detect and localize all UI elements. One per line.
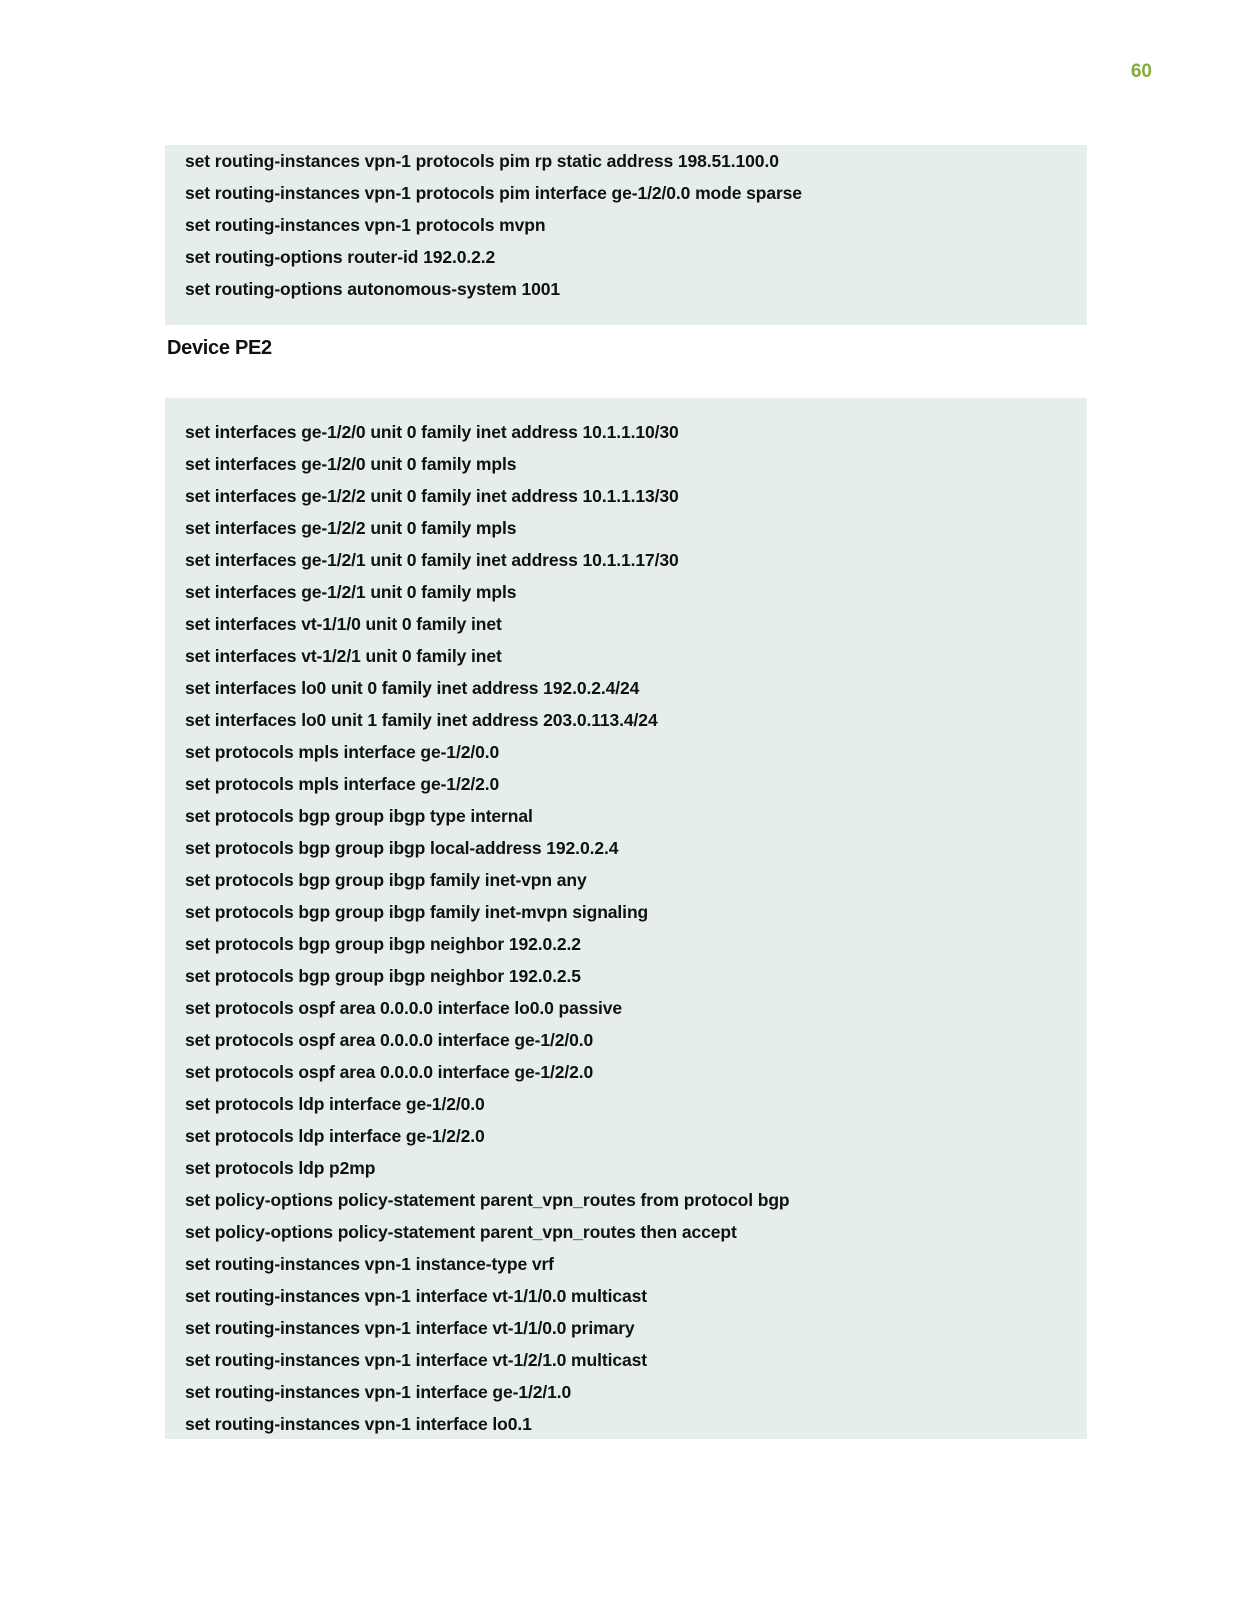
code-line: set interfaces ge-1/2/1 unit 0 family inet address 10.1.1.17/30 <box>185 550 679 570</box>
code-line: set interfaces ge-1/2/2 unit 0 family mpls <box>185 518 517 538</box>
code-block-device-pe2 <box>165 398 1087 1439</box>
code-line: set routing-instances vpn-1 interface vt-1/1/0.0 primary <box>185 1318 635 1338</box>
code-line: set interfaces vt-1/2/1 unit 0 family inet <box>185 646 502 666</box>
code-line: set protocols bgp group ibgp type internal <box>185 806 533 826</box>
code-line: set routing-instances vpn-1 protocols pim rp static address 198.51.100.0 <box>185 151 779 171</box>
code-line: set protocols ldp interface ge-1/2/0.0 <box>185 1094 485 1114</box>
code-line: set routing-instances vpn-1 interface lo0.1 <box>185 1414 532 1434</box>
code-line: set interfaces ge-1/2/0 unit 0 family inet address 10.1.1.10/30 <box>185 422 679 442</box>
code-line: set protocols bgp group ibgp family inet-vpn any <box>185 870 587 890</box>
code-line: set interfaces ge-1/2/0 unit 0 family mpls <box>185 454 517 474</box>
code-line: set protocols mpls interface ge-1/2/2.0 <box>185 774 500 794</box>
code-line: set policy-options policy-statement parent_vpn_routes then accept <box>185 1222 737 1242</box>
code-line: set protocols mpls interface ge-1/2/0.0 <box>185 742 500 762</box>
code-line: set routing-options autonomous-system 1001 <box>185 279 561 299</box>
code-line: set protocols bgp group ibgp neighbor 192.0.2.2 <box>185 934 581 954</box>
code-line: set interfaces lo0 unit 1 family inet address 203.0.113.4/24 <box>185 710 658 730</box>
code-line: set protocols bgp group ibgp local-address 192.0.2.4 <box>185 838 619 858</box>
page-number: 60 <box>1130 61 1152 82</box>
code-line: set routing-instances vpn-1 protocols mvpn <box>185 215 546 235</box>
code-line: set protocols ospf area 0.0.0.0 interface lo0.0 passive <box>185 998 623 1018</box>
code-line: set protocols ldp p2mp <box>185 1158 376 1178</box>
code-line: set interfaces ge-1/2/2 unit 0 family inet address 10.1.1.13/30 <box>185 486 679 506</box>
code-line: set interfaces lo0 unit 0 family inet address 192.0.2.4/24 <box>185 678 640 698</box>
code-line: set routing-instances vpn-1 interface ge-1/2/1.0 <box>185 1382 572 1402</box>
section-heading: Device PE2 <box>167 337 272 359</box>
code-line: set policy-options policy-statement parent_vpn_routes from protocol bgp <box>185 1190 790 1210</box>
code-line: set routing-instances vpn-1 instance-type vrf <box>185 1254 554 1274</box>
code-line: set protocols ospf area 0.0.0.0 interface ge-1/2/2.0 <box>185 1062 594 1082</box>
code-line: set routing-instances vpn-1 interface vt-1/2/1.0 multicast <box>185 1350 647 1370</box>
code-line: set routing-instances vpn-1 interface vt-1/1/0.0 multicast <box>185 1286 647 1306</box>
code-line: set protocols bgp group ibgp neighbor 192.0.2.5 <box>185 966 581 986</box>
code-line: set protocols bgp group ibgp family inet-mvpn signaling <box>185 902 649 922</box>
code-line: set interfaces vt-1/1/0 unit 0 family inet <box>185 614 502 634</box>
code-line: set protocols ldp interface ge-1/2/2.0 <box>185 1126 485 1146</box>
code-line: set interfaces ge-1/2/1 unit 0 family mpls <box>185 582 517 602</box>
code-block-continued <box>165 145 1087 325</box>
code-line: set protocols ospf area 0.0.0.0 interface ge-1/2/0.0 <box>185 1030 594 1050</box>
code-line: set routing-options router-id 192.0.2.2 <box>185 247 496 267</box>
code-line: set routing-instances vpn-1 protocols pim interface ge-1/2/0.0 mode sparse <box>185 183 802 203</box>
